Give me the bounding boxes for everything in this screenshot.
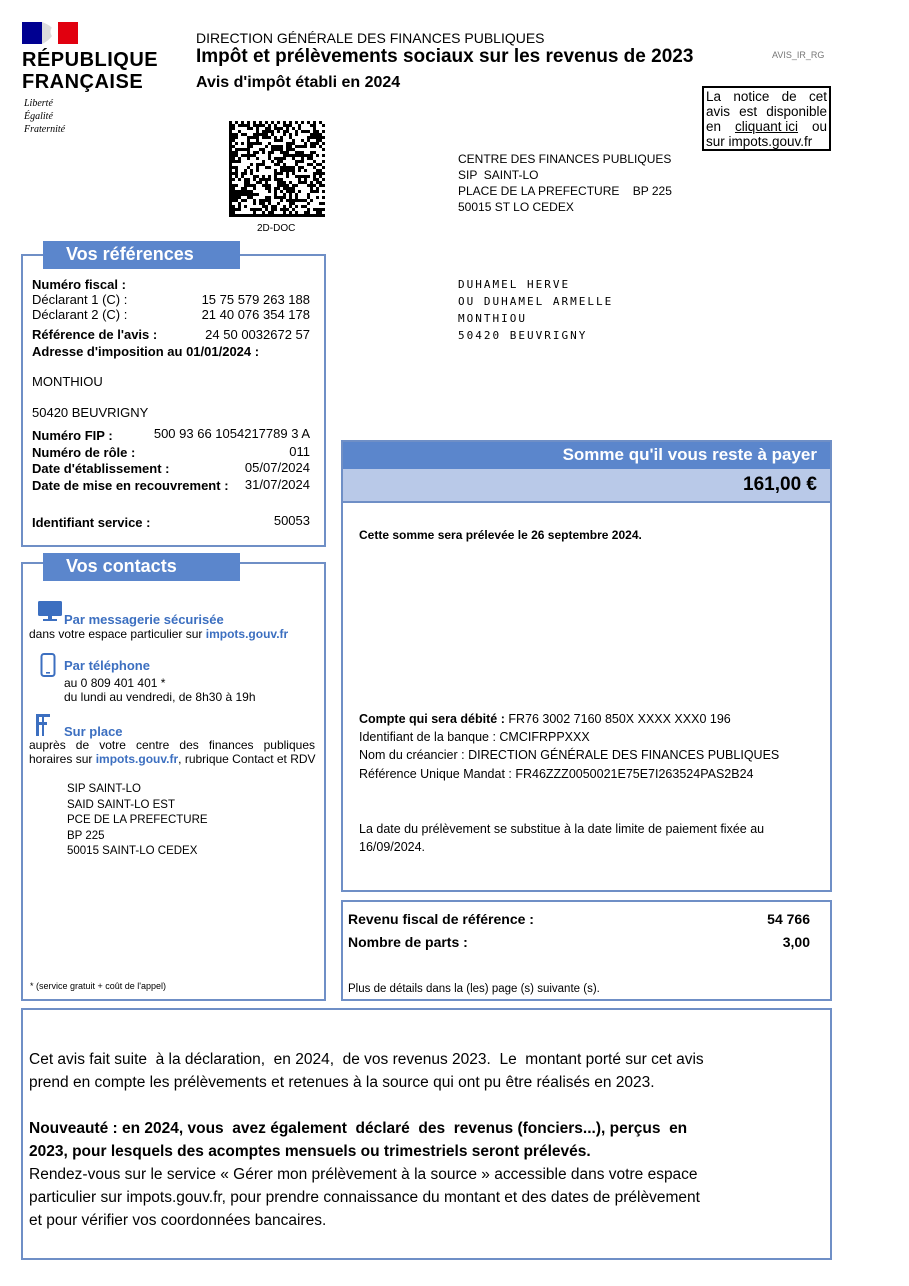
header-org: DIRECTION GÉNÉRALE DES FINANCES PUBLIQUES — [196, 30, 545, 46]
contact-tel-title: Par téléphone — [64, 658, 150, 673]
notice-line-3 — [706, 119, 827, 134]
notice-line-3-post: ou — [811, 119, 827, 134]
rfr-value: 54 766 — [767, 911, 810, 927]
info-p3-line-2: particulier sur impots.gouv.fr, pour prendre connaissance du montant et des dates de prélèvement — [29, 1189, 700, 1206]
contact-addr-4: BP 225 — [67, 829, 105, 842]
prelev-text: Cette somme sera prélevée le 26 septembre 2024. — [359, 528, 642, 542]
date-note-line-1: La date du prélèvement se substitue à la date limite de paiement fixée au — [359, 822, 765, 836]
info-paragraph-3 — [29, 1163, 827, 1232]
fip-value: 500 93 66 1054217789 3 A — [153, 426, 310, 441]
contact-msg-title: Par messagerie sécurisée — [64, 612, 224, 627]
sender-address — [458, 151, 672, 215]
date-recouv-value: 31/07/2024 — [244, 477, 310, 492]
page-subtitle: Avis d'impôt établi en 2024 — [196, 74, 401, 91]
republique-logo — [22, 22, 157, 137]
adresse-line-2: 50420 BEUVRIGNY — [32, 405, 149, 420]
payment-amount-band — [343, 469, 830, 503]
contact-addr-5: 50015 SAINT-LO CEDEX — [67, 845, 198, 857]
recipient-line-3: MONTHIOU — [458, 312, 527, 325]
contact-addr-2: SAID SAINT-LO EST — [67, 798, 175, 811]
recipient-line-2: OU DUHAMEL ARMELLE — [458, 295, 614, 308]
recipient-address — [458, 276, 613, 344]
contact-address — [67, 782, 208, 860]
adresse-label: Adresse d'imposition au 01/01/2024 : — [32, 344, 260, 359]
recipient-line-4: 50420 BEUVRIGNY — [458, 329, 588, 342]
contact-place-title: Sur place — [64, 724, 123, 739]
ref-avis-value: 24 50 0032672 57 — [205, 327, 310, 342]
contact-msg-text — [29, 627, 288, 641]
barcode-2d-doc — [229, 121, 325, 217]
contact-addr-1: SIP SAINT-LO — [67, 783, 141, 795]
declarant1-value: 15 75 579 263 188 — [201, 292, 310, 307]
info-p1-line-2: prend en compte les prélèvements et retenues à la source qui ont pu être réalisés en 2023. — [29, 1074, 655, 1091]
declarant2-value: 21 40 076 354 178 — [201, 307, 310, 322]
monitor-icon — [37, 600, 63, 622]
service-label: Identifiant service : — [32, 515, 151, 530]
info-p2-line-1: Nouveauté : en 2024, vous avez également déclaré des revenus (fonciers...), perçus en — [29, 1120, 688, 1137]
compte-value: FR76 3002 7160 850X XXXX XXX0 196 — [508, 712, 731, 726]
info-p2-line-2: 2023, pour lesquels des acomptes mensuels ou trimestriels seront prélevés. — [29, 1143, 591, 1160]
references-tab: Vos références — [43, 241, 240, 269]
compte-label: Compte qui sera débité : — [359, 712, 505, 726]
contact-tel-hours: du lundi au vendredi, de 8h30 à 19h — [64, 690, 256, 704]
sender-line-4: 50015 ST LO CEDEX — [458, 200, 574, 214]
mandat-line: Référence Unique Mandat : FR46ZZZ0050021E75E7I263524PAS2B24 — [359, 767, 754, 781]
barcode-label: 2D-DOC — [257, 223, 296, 234]
contact-msg-link[interactable]: impots.gouv.fr — [205, 627, 289, 641]
notice-link[interactable]: cliquant ici — [734, 119, 799, 134]
role-value: 011 — [289, 444, 310, 459]
doc-code: AVIS_IR_RG — [772, 50, 825, 60]
role-label: Numéro de rôle : — [32, 445, 136, 460]
page-title: Impôt et prélèvements sociaux sur les revenus de 2023 — [196, 46, 694, 67]
logo-line-1: RÉPUBLIQUE — [22, 49, 159, 71]
declarant2-label: Déclarant 2 (C) : — [32, 307, 128, 322]
notice-line-4: sur impots.gouv.fr — [706, 134, 813, 149]
logo-line-2: FRANÇAISE — [22, 71, 144, 93]
notice-box — [702, 86, 831, 151]
contact-place-link[interactable]: impots.gouv.fr — [95, 752, 179, 766]
sender-line-3: PLACE DE LA PREFECTURE BP 225 — [458, 184, 672, 198]
notice-line-3-pre: en — [706, 119, 722, 134]
ref-avis-label: Référence de l'avis : — [32, 327, 158, 342]
logo-motto-1: Liberté — [24, 98, 53, 109]
phone-icon — [40, 653, 56, 677]
parts-value: 3,00 — [782, 934, 810, 950]
contact-place-post: , rubrique Contact et RDV — [178, 752, 316, 766]
parts-label: Nombre de parts : — [348, 934, 468, 950]
barcode-icon — [229, 121, 325, 217]
contacts-tab: Vos contacts — [43, 553, 240, 581]
info-paragraph-2 — [29, 1117, 827, 1163]
recipient-line-1: DUHAMEL HERVE — [458, 278, 571, 291]
info-p3-line-3: et pour vérifier vos coordonnées bancaires. — [29, 1212, 327, 1229]
logo-motto-2: Égalité — [24, 111, 53, 122]
service-value: 50053 — [273, 513, 310, 528]
declarant1-label: Déclarant 1 (C) : — [32, 292, 128, 307]
contact-tel-number: au 0 809 401 401 * — [64, 676, 166, 690]
contact-footnote: * (service gratuit + coût de l'appel) — [30, 981, 167, 991]
date-recouv-label: Date de mise en recouvrement : — [32, 478, 229, 493]
notice-line-2: avis est disponible — [706, 104, 827, 119]
contact-place-pre: horaires sur — [29, 752, 93, 766]
adresse-line-1: MONTHIOU — [32, 374, 103, 389]
compte-line — [359, 712, 731, 726]
info-p3-line-1: Rendez-vous sur le service « Gérer mon prélèvement à la source » accessible dans votre espace — [29, 1166, 698, 1183]
payment-header — [343, 442, 830, 469]
contact-addr-3: PCE DE LA PREFECTURE — [67, 814, 208, 826]
payment-header-label: Somme qu'il vous reste à payer — [562, 445, 817, 464]
contact-place-line-1: auprès de votre centre des finances publiques — [29, 738, 315, 752]
contact-place-line-2 — [29, 752, 316, 766]
details-text: Plus de détails dans la (les) page (s) suivante (s). — [348, 983, 600, 995]
date-etab-label: Date d'établissement : — [32, 461, 170, 476]
sender-line-2: SIP SAINT-LO — [458, 168, 539, 182]
numero-fiscal-label: Numéro fiscal : — [32, 277, 126, 292]
fip-label: Numéro FIP : — [32, 428, 113, 443]
info-p1-line-1: Cet avis fait suite à la déclaration, en 2024, de vos revenus 2023. Le montant porté sur cet avis — [29, 1051, 704, 1068]
marianne-icon — [22, 22, 78, 44]
creancier-line: Nom du créancier : DIRECTION GÉNÉRALE DES FINANCES PUBLIQUES — [359, 748, 780, 762]
date-note-line-2: 16/09/2024. — [359, 840, 426, 854]
sender-line-1: CENTRE DES FINANCES PUBLIQUES — [458, 152, 672, 166]
rfr-label: Revenu fiscal de référence : — [348, 911, 534, 927]
contact-msg-desc: dans votre espace particulier sur — [29, 627, 203, 641]
notice-line-1: La notice de cet — [706, 89, 827, 104]
banque-line: Identifiant de la banque : CMCIFRPPXXX — [359, 730, 590, 744]
date-etab-value: 05/07/2024 — [244, 460, 310, 475]
info-paragraph-1 — [29, 1048, 827, 1094]
logo-motto-3: Fraternité — [24, 124, 66, 135]
building-icon — [33, 713, 53, 737]
payment-amount: 161,00 € — [743, 474, 817, 495]
